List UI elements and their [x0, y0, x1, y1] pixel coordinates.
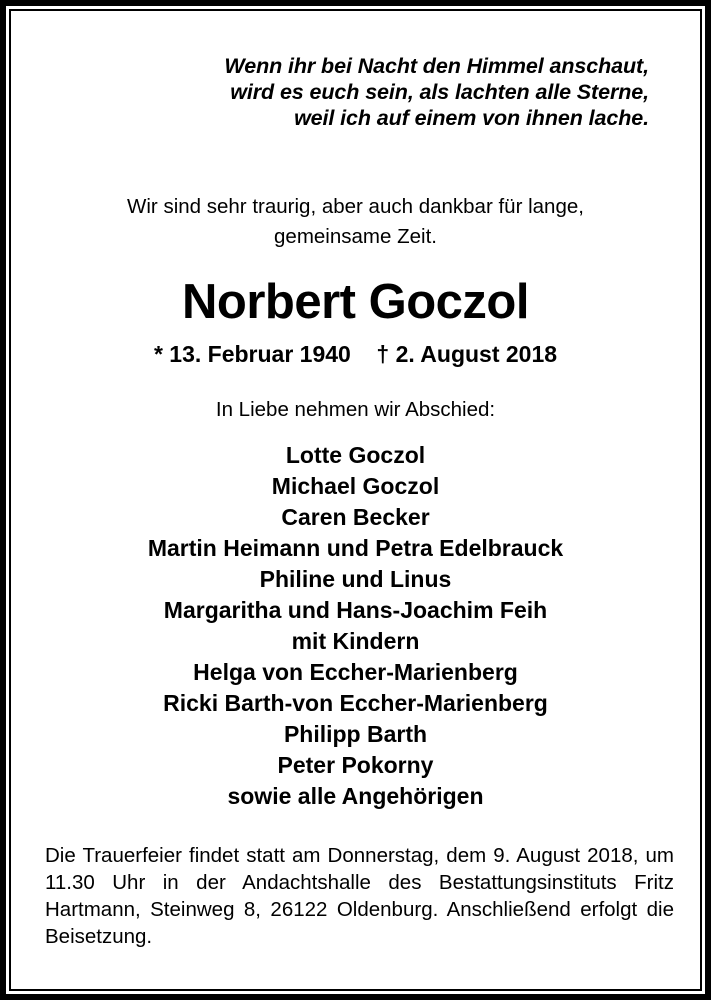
notice-content — [11, 11, 700, 989]
list-item: Lotte Goczol — [285, 442, 426, 468]
list-item: Philipp Barth — [283, 721, 428, 747]
intro-line-1: Wir sind sehr traurig, aber auch dankbar für lange, — [127, 195, 584, 218]
intro-line-2: gemeinsame Zeit. — [274, 225, 437, 248]
list-item: sowie alle Angehörigen — [227, 783, 484, 809]
list-item: Michael Goczol — [271, 473, 440, 499]
list-item: Caren Becker — [281, 504, 430, 530]
list-item: mit Kindern — [291, 628, 420, 654]
list-item: Martin Heimann und Petra Edelbrauck — [147, 535, 564, 561]
funeral-details: Die Trauerfeier findet statt am Donnerstag, dem 9. August 2018, um 11.30 Uhr in der Andachtshalle des Bestattungsinstituts Fritz Hartmann, Steinweg 8, 26122 Oldenburg. Anschließend erfolgt die Beisetzung. — [45, 844, 674, 948]
farewell-line: In Liebe nehmen wir Abschied: — [215, 398, 496, 421]
list-item: Margaritha und Hans-Joachim Feih — [163, 597, 548, 623]
epitaph-quote — [35, 53, 676, 131]
quote-line-1: Wenn ihr bei Nacht den Himmel anschaut, — [224, 54, 649, 78]
quote-line-2: wird es euch sein, als lachten alle Sterne, — [230, 80, 649, 104]
frame-inner-gap — [6, 6, 705, 994]
quote-line-3: weil ich auf einem von ihnen lache. — [294, 106, 649, 130]
list-item: Peter Pokorny — [277, 752, 434, 778]
list-item: Philine und Linus — [259, 566, 452, 592]
intro-text — [35, 192, 676, 252]
frame-inner-rule — [9, 9, 702, 991]
deceased-name: Norbert Goczol — [182, 275, 529, 329]
survivors-list — [35, 440, 676, 812]
list-item: Helga von Eccher-Marienberg — [193, 659, 518, 685]
life-dates: * 13. Februar 1940 † 2. August 2018 — [153, 341, 558, 367]
list-item: Ricki Barth-von Eccher-Marienberg — [163, 690, 548, 716]
